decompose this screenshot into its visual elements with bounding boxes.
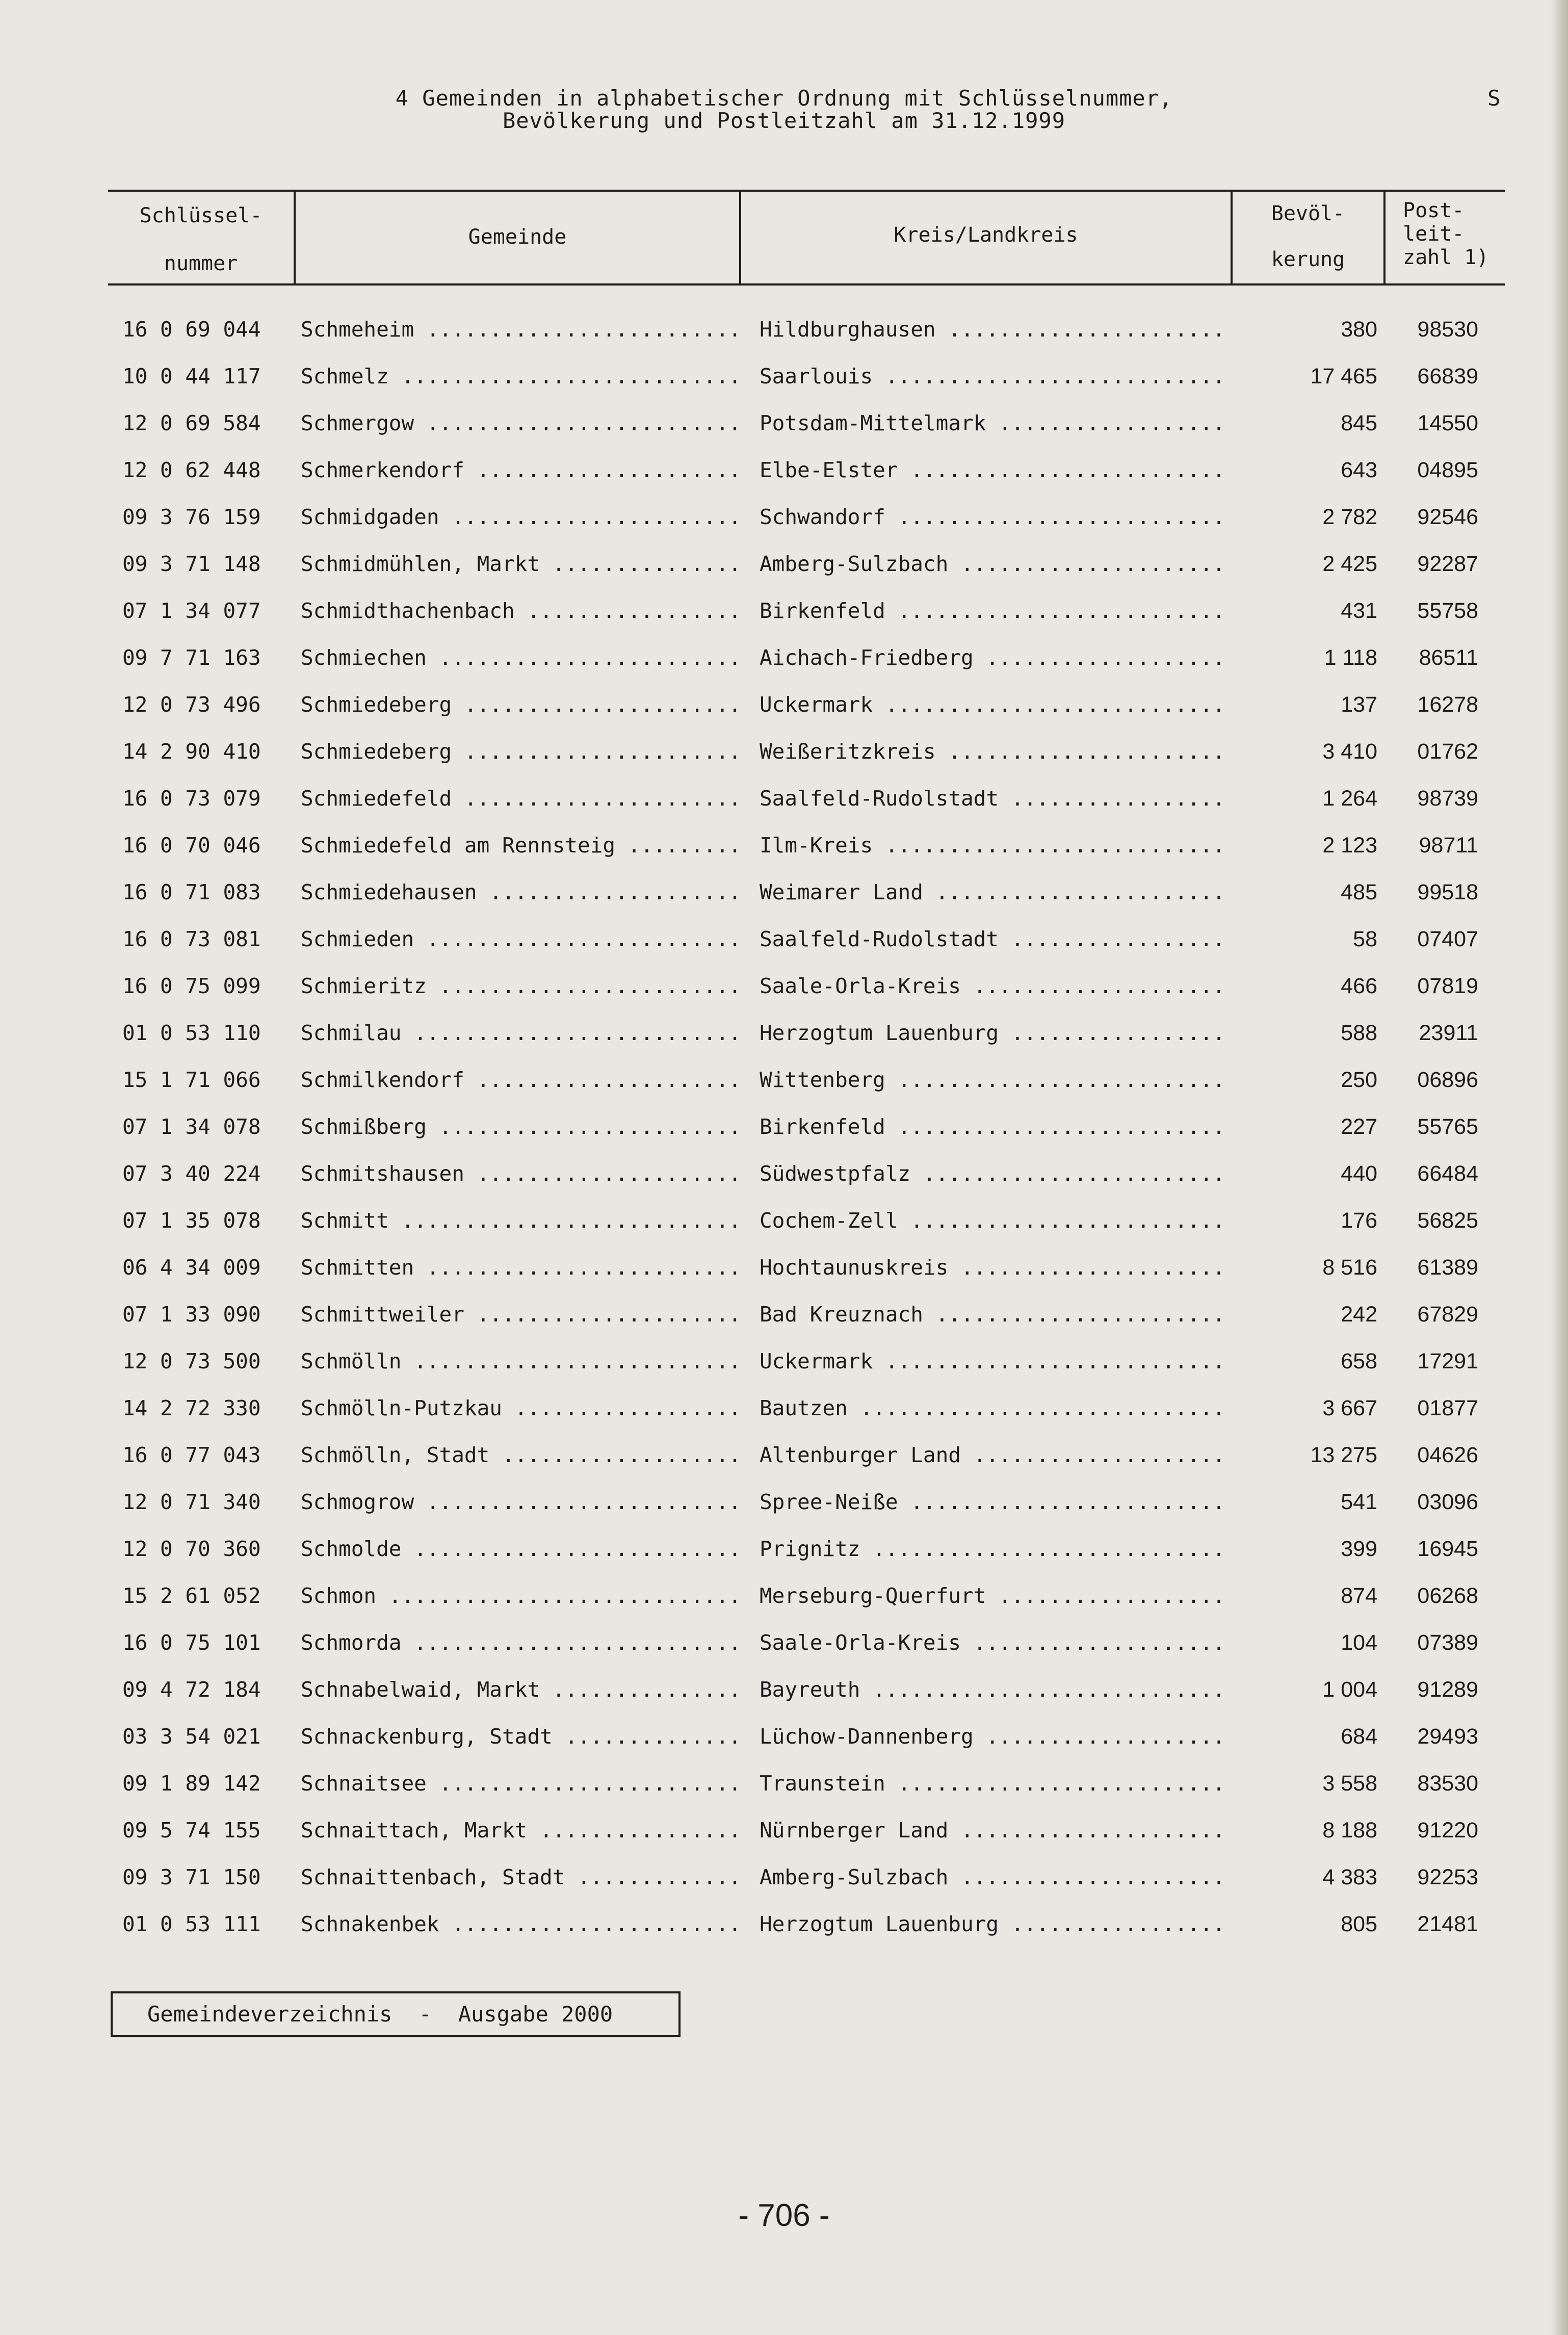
table-row — [0, 1807, 1568, 1854]
cell-kreis: Weimarer Land ..... — [760, 869, 1221, 916]
header-bev-line1: Bevöl- — [1271, 202, 1345, 225]
cell-gemeinde: Schmiedefeld ..... — [301, 775, 739, 822]
cell-kreis: Weißeritzkreis ..... — [760, 728, 1221, 775]
cell-bevoelkerung: 380 — [1341, 317, 1377, 342]
cell-key: 09 3 71 148 — [122, 552, 261, 576]
header-bev-line2: kerung — [1271, 248, 1345, 271]
cell-bevoelkerung: 588 — [1341, 1021, 1377, 1045]
cell-postleitzahl: 06268 — [1417, 1584, 1478, 1608]
cell-key: 07 1 34 077 — [122, 599, 261, 623]
cell-key: 12 0 62 448 — [122, 458, 261, 482]
table-row — [0, 728, 1568, 775]
cell-postleitzahl: 92253 — [1417, 1865, 1478, 1889]
cell-bevoelkerung: 3 410 — [1322, 739, 1377, 764]
cell-postleitzahl: 86511 — [1419, 645, 1478, 670]
table-row — [0, 1009, 1568, 1056]
cell-key: 15 1 71 066 — [122, 1068, 261, 1092]
cell-gemeinde: Schnaittach, Markt ..... — [301, 1807, 739, 1854]
cell-postleitzahl: 56825 — [1417, 1208, 1478, 1233]
cell-bevoelkerung: 17 465 — [1310, 364, 1377, 388]
cell-gemeinde: Schmitt ..... — [301, 1197, 739, 1244]
cell-kreis: Uckermark ..... — [760, 681, 1221, 728]
cell-bevoelkerung: 845 — [1341, 411, 1377, 435]
page-title-line1: 4 Gemeinden in alphabetischer Ordnung mit Schlüsselnummer, — [395, 86, 1173, 111]
cell-key: 12 0 73 496 — [122, 692, 261, 717]
cell-key: 16 0 69 044 — [122, 317, 261, 342]
cell-kreis: Birkenfeld ..... — [760, 587, 1221, 634]
table-row — [0, 869, 1568, 916]
cell-postleitzahl: 21481 — [1417, 1912, 1478, 1936]
cell-bevoelkerung: 399 — [1341, 1537, 1377, 1561]
cell-key: 07 1 35 078 — [122, 1208, 261, 1233]
cell-gemeinde: Schnackenburg, Stadt ..... — [301, 1713, 739, 1760]
cell-key: 16 0 75 099 — [122, 974, 261, 998]
cell-gemeinde: Schmitten ..... — [301, 1244, 739, 1291]
cell-bevoelkerung: 541 — [1341, 1490, 1377, 1514]
cell-postleitzahl: 14550 — [1417, 411, 1478, 435]
cell-key: 16 0 71 083 — [122, 880, 261, 904]
cell-key: 06 4 34 009 — [122, 1255, 261, 1280]
cell-postleitzahl: 01877 — [1417, 1396, 1478, 1420]
cell-key: 14 2 90 410 — [122, 739, 261, 764]
page-title-line2: Bevölkerung und Postleitzahl am 31.12.1999 — [502, 108, 1066, 133]
cell-kreis: Ilm-Kreis ..... — [760, 822, 1221, 869]
cell-bevoelkerung: 1 118 — [1324, 645, 1377, 670]
cell-gemeinde: Schmißberg ..... — [301, 1103, 739, 1150]
cell-bevoelkerung: 250 — [1341, 1068, 1377, 1092]
publication-box — [111, 1991, 681, 2037]
cell-kreis: Aichach-Friedberg ..... — [760, 634, 1221, 681]
table-header — [108, 190, 1505, 286]
cell-kreis: Amberg-Sulzbach ..... — [760, 1854, 1221, 1901]
cell-gemeinde: Schmogrow ..... — [301, 1478, 739, 1525]
cell-postleitzahl: 67829 — [1417, 1302, 1478, 1327]
cell-postleitzahl: 07407 — [1417, 927, 1478, 951]
cell-key: 09 3 76 159 — [122, 505, 261, 529]
header-plz-line2: leit- — [1403, 222, 1465, 246]
cell-bevoelkerung: 4 383 — [1322, 1865, 1377, 1889]
table-row — [0, 1713, 1568, 1760]
cell-bevoelkerung: 3 667 — [1322, 1396, 1377, 1420]
cell-postleitzahl: 99518 — [1417, 880, 1478, 904]
table-row — [0, 1150, 1568, 1197]
cell-key: 10 0 44 117 — [122, 364, 261, 388]
cell-postleitzahl: 03096 — [1417, 1490, 1478, 1514]
header-bottom-rule — [108, 283, 1505, 286]
cell-kreis: Schwandorf ..... — [760, 494, 1221, 540]
cell-gemeinde: Schmitshausen ..... — [301, 1150, 739, 1197]
cell-bevoelkerung: 58 — [1353, 927, 1377, 951]
cell-kreis: Saalfeld-Rudolstadt ..... — [760, 916, 1221, 963]
cell-key: 09 5 74 155 — [122, 1818, 261, 1843]
cell-gemeinde: Schmidthachenbach ..... — [301, 587, 739, 634]
cell-postleitzahl: 92287 — [1417, 552, 1478, 576]
cell-postleitzahl: 66839 — [1417, 364, 1478, 388]
cell-postleitzahl: 83530 — [1417, 1771, 1478, 1796]
cell-kreis: Herzogtum Lauenburg ..... — [760, 1901, 1221, 1948]
table-row — [0, 1056, 1568, 1103]
cell-key: 12 0 71 340 — [122, 1490, 261, 1514]
cell-postleitzahl: 66484 — [1417, 1161, 1478, 1186]
cell-kreis: Merseburg-Querfurt ..... — [760, 1572, 1221, 1619]
table-row — [0, 1338, 1568, 1385]
cell-kreis: Potsdam-Mittelmark ..... — [760, 400, 1221, 447]
cell-gemeinde: Schnakenbek ..... — [301, 1901, 739, 1948]
cell-bevoelkerung: 137 — [1341, 692, 1377, 717]
cell-bevoelkerung: 2 123 — [1322, 833, 1377, 858]
cell-kreis: Saarlouis ..... — [760, 353, 1221, 400]
cell-bevoelkerung: 104 — [1341, 1630, 1377, 1655]
cell-kreis: Lüchow-Dannenberg ..... — [760, 1713, 1221, 1760]
cell-gemeinde: Schmeheim ..... — [301, 306, 739, 353]
cell-gemeinde: Schmiedeberg ..... — [301, 681, 739, 728]
cell-bevoelkerung: 2 425 — [1322, 552, 1377, 576]
cell-key: 14 2 72 330 — [122, 1396, 261, 1420]
cell-postleitzahl: 92546 — [1417, 505, 1478, 529]
cell-bevoelkerung: 1 004 — [1322, 1677, 1377, 1702]
publication-separator: - — [419, 2002, 432, 2027]
table-row — [0, 400, 1568, 447]
header-gemeinde: Gemeinde — [468, 225, 567, 249]
cell-gemeinde: Schmerkendorf ..... — [301, 447, 739, 494]
cell-gemeinde: Schmieden ..... — [301, 916, 739, 963]
publication-name: Gemeindeverzeichnis — [147, 2002, 393, 2027]
cell-gemeinde: Schnaitsee ..... — [301, 1760, 739, 1807]
cell-kreis: Wittenberg ..... — [760, 1056, 1221, 1103]
table-row — [0, 1291, 1568, 1338]
table-row — [0, 775, 1568, 822]
cell-postleitzahl: 55765 — [1417, 1114, 1478, 1139]
cell-postleitzahl: 17291 — [1417, 1349, 1478, 1373]
cell-bevoelkerung: 874 — [1341, 1584, 1377, 1608]
cell-postleitzahl: 01762 — [1417, 739, 1478, 764]
cell-bevoelkerung: 805 — [1341, 1912, 1377, 1936]
cell-gemeinde: Schmidgaden ..... — [301, 494, 739, 540]
header-plz-line1: Post- — [1403, 199, 1465, 222]
table-row — [0, 1103, 1568, 1150]
cell-kreis: Amberg-Sulzbach ..... — [760, 540, 1221, 587]
cell-kreis: Cochem-Zell ..... — [760, 1197, 1221, 1244]
cell-gemeinde: Schmon ..... — [301, 1572, 739, 1619]
cell-key: 15 2 61 052 — [122, 1584, 261, 1608]
cell-kreis: Bad Kreuznach ..... — [760, 1291, 1221, 1338]
cell-bevoelkerung: 3 558 — [1322, 1771, 1377, 1796]
cell-key: 09 1 89 142 — [122, 1771, 261, 1796]
cell-key: 07 3 40 224 — [122, 1161, 261, 1186]
cell-postleitzahl: 98530 — [1417, 317, 1478, 342]
cell-postleitzahl: 07389 — [1417, 1630, 1478, 1655]
cell-key: 03 3 54 021 — [122, 1724, 261, 1749]
table-row — [0, 306, 1568, 353]
table-row — [0, 1432, 1568, 1478]
table-row — [0, 1244, 1568, 1291]
table-row — [0, 1901, 1568, 1948]
cell-kreis: Bayreuth ..... — [760, 1666, 1221, 1713]
cell-kreis: Altenburger Land ..... — [760, 1432, 1221, 1478]
table-row — [0, 447, 1568, 494]
cell-key: 09 7 71 163 — [122, 645, 261, 670]
cell-key: 01 0 53 111 — [122, 1912, 261, 1936]
header-key-line2: nummer — [164, 252, 238, 275]
cell-postleitzahl: 16945 — [1417, 1537, 1478, 1561]
cell-postleitzahl: 98739 — [1417, 786, 1478, 811]
table-row — [0, 1197, 1568, 1244]
cell-gemeinde: Schmiedehausen ..... — [301, 869, 739, 916]
cell-bevoelkerung: 242 — [1341, 1302, 1377, 1327]
cell-key: 16 0 70 046 — [122, 833, 261, 858]
cell-key: 16 0 73 079 — [122, 786, 261, 811]
table-row — [0, 963, 1568, 1009]
table-row — [0, 1760, 1568, 1807]
cell-kreis: Traunstein ..... — [760, 1760, 1221, 1807]
cell-key: 01 0 53 110 — [122, 1021, 261, 1045]
cell-kreis: Saalfeld-Rudolstadt ..... — [760, 775, 1221, 822]
cell-postleitzahl: 98711 — [1419, 833, 1478, 858]
table-row — [0, 587, 1568, 634]
cell-key: 07 1 33 090 — [122, 1302, 261, 1327]
cell-kreis: Saale-Orla-Kreis ..... — [760, 963, 1221, 1009]
cell-gemeinde: Schmölln-Putzkau ..... — [301, 1385, 739, 1432]
cell-postleitzahl: 91220 — [1417, 1818, 1478, 1843]
cell-postleitzahl: 61389 — [1417, 1255, 1478, 1280]
cell-bevoelkerung: 176 — [1341, 1208, 1377, 1233]
header-kreis: Kreis/Landkreis — [894, 223, 1078, 247]
cell-postleitzahl: 55758 — [1417, 599, 1478, 623]
cell-key: 12 0 69 584 — [122, 411, 261, 435]
cell-key: 12 0 70 360 — [122, 1537, 261, 1561]
header-key-line1: Schlüssel- — [139, 204, 263, 227]
section-letter: S — [1487, 86, 1501, 111]
table-row — [0, 1572, 1568, 1619]
cell-key: 16 0 77 043 — [122, 1443, 261, 1467]
table-row — [0, 494, 1568, 540]
cell-bevoelkerung: 8 188 — [1322, 1818, 1377, 1843]
cell-gemeinde: Schmergow ..... — [301, 400, 739, 447]
table-row — [0, 540, 1568, 587]
cell-bevoelkerung: 643 — [1341, 458, 1377, 482]
table-row — [0, 1666, 1568, 1713]
table-row — [0, 1478, 1568, 1525]
cell-kreis: Hildburghausen ..... — [760, 306, 1221, 353]
cell-gemeinde: Schnabelwaid, Markt ..... — [301, 1666, 739, 1713]
cell-bevoelkerung: 8 516 — [1322, 1255, 1377, 1280]
cell-bevoelkerung: 658 — [1341, 1349, 1377, 1373]
page-number: - 706 - — [738, 2198, 830, 2233]
cell-gemeinde: Schmelz ..... — [301, 353, 739, 400]
cell-bevoelkerung: 13 275 — [1310, 1443, 1377, 1467]
cell-key: 16 0 75 101 — [122, 1630, 261, 1655]
cell-postleitzahl: 04895 — [1417, 458, 1478, 482]
cell-kreis: Uckermark ..... — [760, 1338, 1221, 1385]
header-top-rule — [108, 190, 1505, 192]
cell-gemeinde: Schmilkendorf ..... — [301, 1056, 739, 1103]
cell-bevoelkerung: 1 264 — [1322, 786, 1377, 811]
cell-bevoelkerung: 431 — [1341, 599, 1377, 623]
cell-bevoelkerung: 466 — [1341, 974, 1377, 998]
cell-gemeinde: Schmittweiler ..... — [301, 1291, 739, 1338]
cell-postleitzahl: 23911 — [1419, 1021, 1478, 1045]
table-row — [0, 822, 1568, 869]
cell-key: 09 4 72 184 — [122, 1677, 261, 1702]
header-plz-line3: zahl 1) — [1403, 246, 1489, 269]
cell-bevoelkerung: 485 — [1341, 880, 1377, 904]
cell-key: 07 1 34 078 — [122, 1114, 261, 1139]
cell-postleitzahl: 16278 — [1417, 692, 1478, 717]
cell-bevoelkerung: 2 782 — [1322, 505, 1377, 529]
cell-postleitzahl: 91289 — [1417, 1677, 1478, 1702]
cell-kreis: Südwestpfalz ..... — [760, 1150, 1221, 1197]
cell-key: 16 0 73 081 — [122, 927, 261, 951]
table-row — [0, 681, 1568, 728]
cell-key: 12 0 73 500 — [122, 1349, 261, 1373]
cell-gemeinde: Schmilau ..... — [301, 1009, 739, 1056]
cell-bevoelkerung: 227 — [1341, 1114, 1377, 1139]
cell-kreis: Nürnberger Land ..... — [760, 1807, 1221, 1854]
cell-kreis: Birkenfeld ..... — [760, 1103, 1221, 1150]
table-row — [0, 634, 1568, 681]
cell-postleitzahl: 06896 — [1417, 1068, 1478, 1092]
cell-kreis: Hochtaunuskreis ..... — [760, 1244, 1221, 1291]
cell-postleitzahl: 04626 — [1417, 1443, 1478, 1467]
table-row — [0, 1619, 1568, 1666]
table-row — [0, 1525, 1568, 1572]
cell-bevoelkerung: 684 — [1341, 1724, 1377, 1749]
table-row — [0, 1385, 1568, 1432]
cell-gemeinde: Schmiedeberg ..... — [301, 728, 739, 775]
cell-kreis: Herzogtum Lauenburg ..... — [760, 1009, 1221, 1056]
cell-key: 09 3 71 150 — [122, 1865, 261, 1889]
cell-kreis: Saale-Orla-Kreis ..... — [760, 1619, 1221, 1666]
cell-kreis: Elbe-Elster ..... — [760, 447, 1221, 494]
cell-gemeinde: Schnaittenbach, Stadt ..... — [301, 1854, 739, 1901]
cell-postleitzahl: 29493 — [1417, 1724, 1478, 1749]
cell-gemeinde: Schmiechen ..... — [301, 634, 739, 681]
table-row — [0, 916, 1568, 963]
cell-gemeinde: Schmölln, Stadt ..... — [301, 1432, 739, 1478]
cell-gemeinde: Schmorda ..... — [301, 1619, 739, 1666]
cell-kreis: Spree-Neiße ..... — [760, 1478, 1221, 1525]
cell-kreis: Prignitz ..... — [760, 1525, 1221, 1572]
cell-gemeinde: Schmiedefeld am Rennsteig ..... — [301, 822, 739, 869]
cell-postleitzahl: 07819 — [1417, 974, 1478, 998]
publication-edition: Ausgabe 2000 — [458, 2002, 613, 2027]
cell-kreis: Bautzen ..... — [760, 1385, 1221, 1432]
cell-bevoelkerung: 440 — [1341, 1161, 1377, 1186]
header-divider — [1383, 190, 1386, 286]
table-row — [0, 1854, 1568, 1901]
cell-gemeinde: Schmölln ..... — [301, 1338, 739, 1385]
cell-gemeinde: Schmieritz ..... — [301, 963, 739, 1009]
table-row — [0, 353, 1568, 400]
cell-gemeinde: Schmolde ..... — [301, 1525, 739, 1572]
cell-gemeinde: Schmidmühlen, Markt ..... — [301, 540, 739, 587]
